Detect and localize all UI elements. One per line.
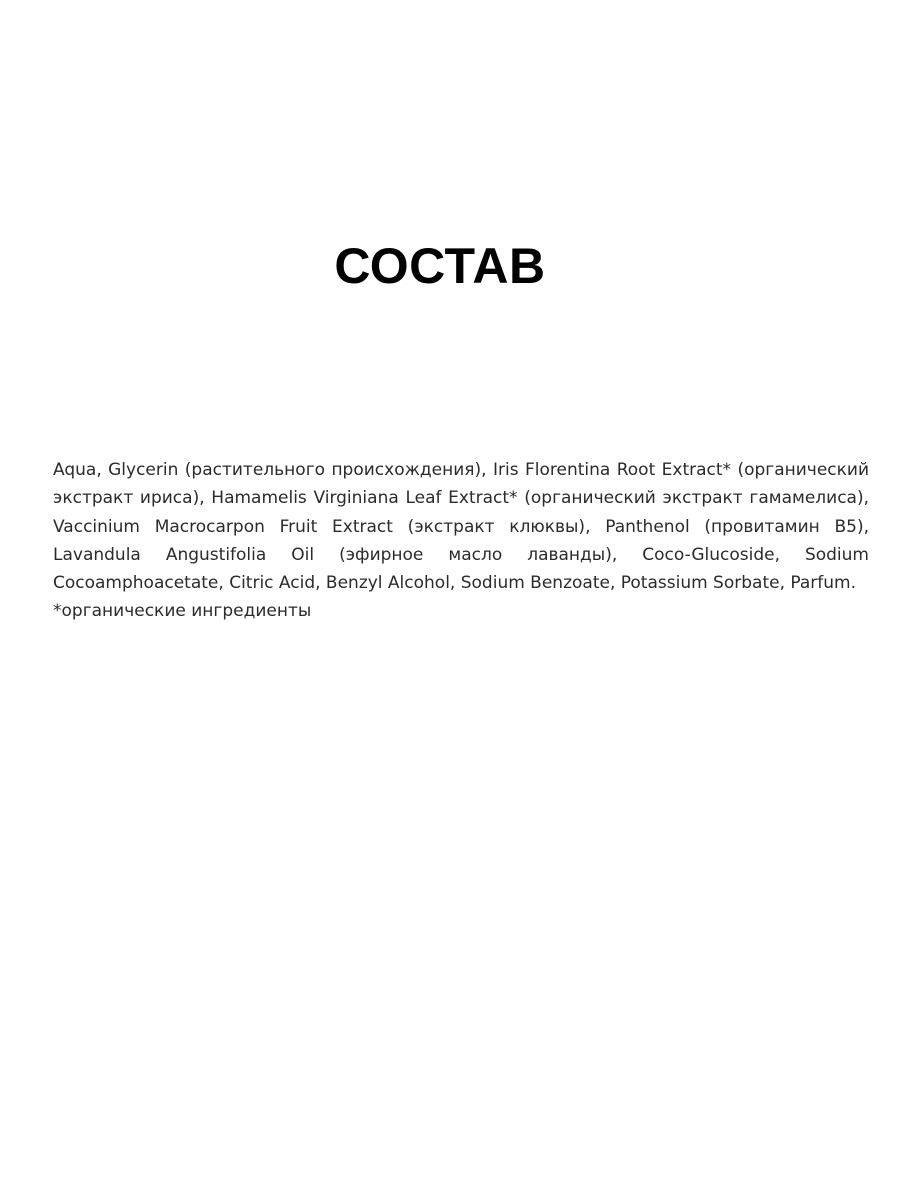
ingredients-line: экстракт ириса), Hamamelis Virginiana Leaf Extract* (органический экстракт гамамелиса),: [53, 488, 869, 509]
footnote: *органические ингредиенты: [53, 601, 312, 622]
page-title: СОСТАВ: [334, 238, 546, 294]
ingredients-line: Cocoamphoacetate, Citric Acid, Benzyl Alcohol, Sodium Benzoate, Potassium Sorbate, Parfum.: [53, 573, 856, 594]
ingredients-line: Lavandula Angustifolia Oil (эфирное масло лаванды), Coco-Glucoside, Sodium: [53, 544, 869, 565]
ingredients-line: Vaccinium Macrocarpon Fruit Extract (экстракт клюквы), Panthenol (провитамин B5),: [53, 516, 869, 537]
ingredients-line: Aqua, Glycerin (растительного происхождения), Iris Florentina Root Extract* (органический: [53, 460, 869, 480]
ingredients-text: [53, 456, 869, 626]
